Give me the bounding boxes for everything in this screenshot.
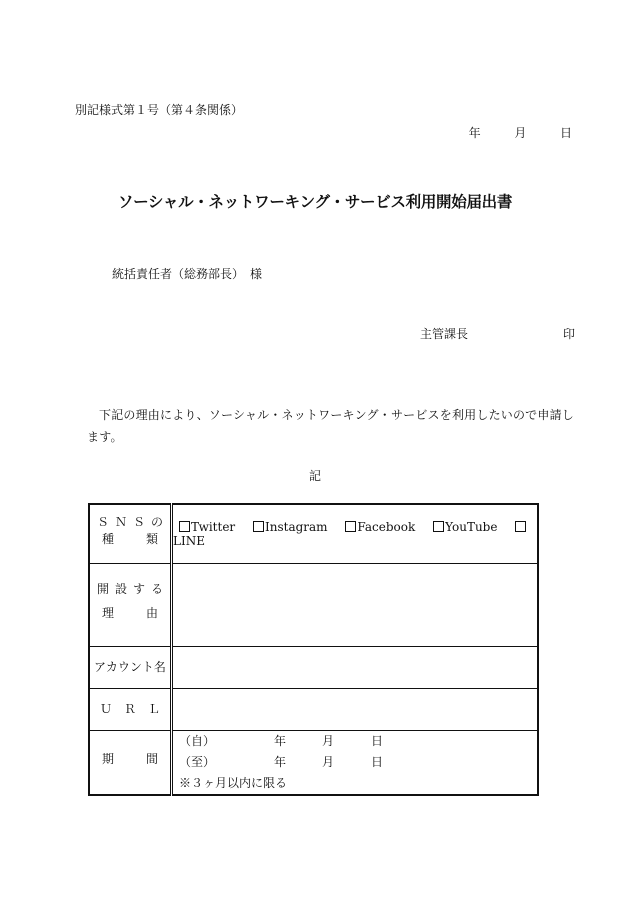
row-account <box>89 646 538 688</box>
period-to-month[interactable]: 月 <box>322 754 335 769</box>
sns-type-label-top: ＳＮＳの <box>97 515 163 530</box>
checkbox-icon[interactable] <box>345 521 356 532</box>
document-title: ソーシャル・ネットワーキング・サービス利用開始届出書 <box>117 192 513 211</box>
account-label: アカウント名 <box>94 659 166 674</box>
option-facebook[interactable]: Facebook <box>345 520 415 534</box>
reason-label-bottom: 理 由 <box>102 605 158 620</box>
reason-label-top: 開設する <box>97 581 163 596</box>
row-url <box>89 688 538 730</box>
url-label: Ｕ Ｒ Ｌ <box>99 701 160 716</box>
period-label: 期 間 <box>102 752 158 767</box>
row-period <box>89 730 538 795</box>
body-text: 下記の理由により、ソーシャル・ネットワーキング・サービスを利用したいので申請します。 <box>87 408 574 444</box>
sender-label: 主管課長 <box>420 327 469 341</box>
sns-options-cell <box>172 504 539 563</box>
sns-type-header <box>89 504 172 563</box>
period-to-line <box>179 752 537 773</box>
reason-header <box>89 563 172 646</box>
date-month: 月 <box>514 126 527 140</box>
period-to-year[interactable]: 年 <box>274 754 287 769</box>
form-number: 別記様式第１号（第４条関係） <box>75 103 244 117</box>
date-day: 日 <box>559 126 572 140</box>
sender-line <box>420 325 575 342</box>
checkbox-icon[interactable] <box>253 521 264 532</box>
application-table <box>88 503 539 796</box>
period-header <box>89 730 172 795</box>
row-reason <box>89 563 538 646</box>
sns-type-label-bottom: 種 類 <box>102 532 158 547</box>
period-to-day[interactable]: 日 <box>371 754 384 769</box>
period-to-label: （至） <box>179 754 216 769</box>
row-sns-type <box>89 504 538 563</box>
checkbox-icon[interactable] <box>515 521 526 532</box>
account-header <box>89 646 172 688</box>
option-instagram[interactable]: Instagram <box>253 520 328 534</box>
date-year: 年 <box>468 126 481 140</box>
period-from-label: （自） <box>179 733 216 748</box>
addressee: 統括責任者（総務部長） 様 <box>112 267 263 281</box>
ki-heading: 記 <box>308 469 321 483</box>
checkbox-icon[interactable] <box>179 521 190 532</box>
option-line[interactable]: LINE <box>173 520 527 548</box>
period-from-day[interactable]: 日 <box>371 733 384 748</box>
account-input[interactable] <box>172 646 539 688</box>
period-from-year[interactable]: 年 <box>274 733 287 748</box>
date-line <box>469 124 572 141</box>
period-from-line <box>179 731 537 752</box>
option-twitter[interactable]: Twitter <box>179 520 235 534</box>
period-note-line <box>179 773 537 794</box>
period-from-month[interactable]: 月 <box>322 733 335 748</box>
period-note: ※３ヶ月以内に限る <box>179 775 288 790</box>
option-youtube[interactable]: YouTube <box>433 520 497 534</box>
reason-input[interactable] <box>172 563 539 646</box>
url-input[interactable] <box>172 688 539 730</box>
period-cell <box>172 730 539 795</box>
seal-mark: 印 <box>562 327 575 341</box>
url-header <box>89 688 172 730</box>
checkbox-icon[interactable] <box>433 521 444 532</box>
